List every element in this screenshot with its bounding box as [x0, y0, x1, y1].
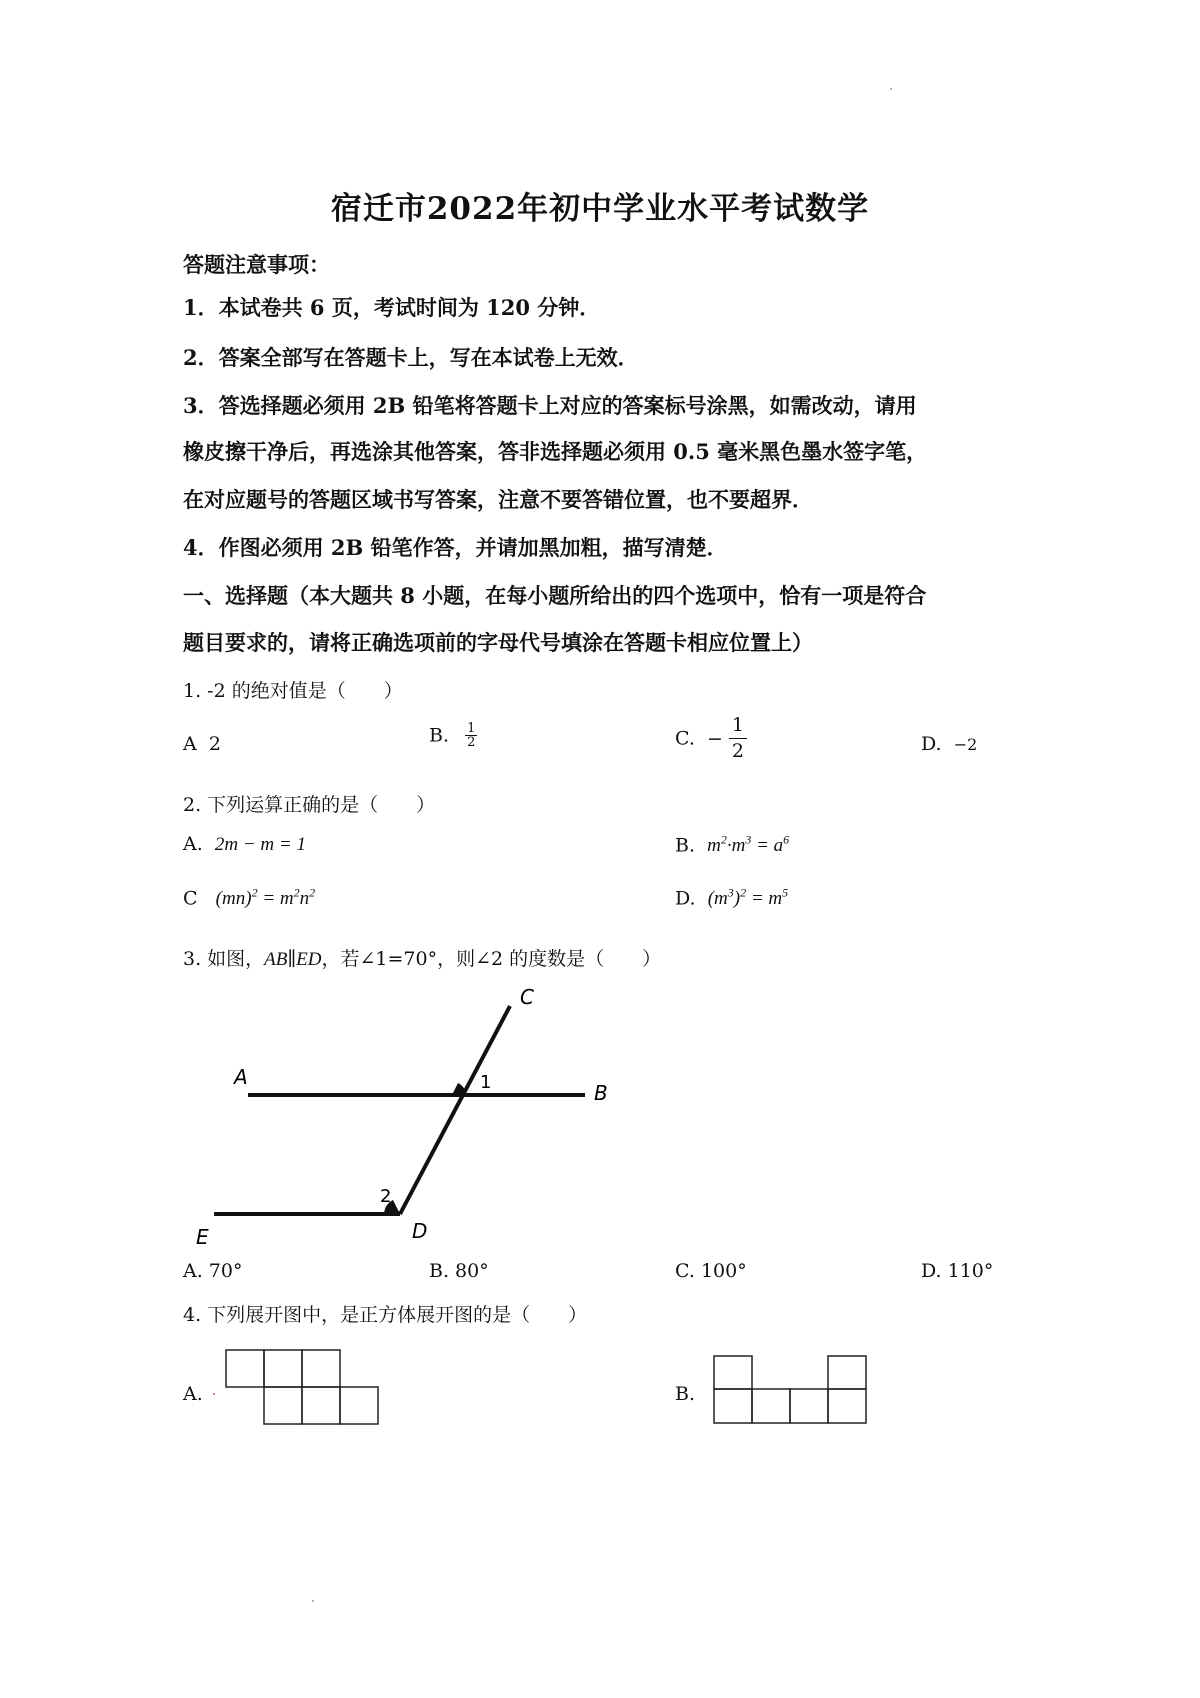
page-title: 宿迁市2022年初中学业水平考试数学	[330, 191, 870, 227]
notice-item-2: 2．答案全部写在答题卡上，写在本试卷上无效．	[183, 345, 639, 370]
notice-heading: 答题注意事项：	[183, 252, 330, 277]
cube-net-a	[224, 1348, 384, 1428]
angle-1-mark	[452, 1083, 466, 1095]
speck	[213, 1393, 215, 1395]
point-d-label: D	[412, 1219, 428, 1243]
notice-item-3-cont: 橡皮擦干净后，再选涂其他答案，答非选择题必须用 0.5 毫米黑色墨水签字笔，	[183, 439, 928, 464]
point-a-label: A	[234, 1065, 248, 1089]
notice-item-3-cont2: 在对应题号的答题区域书写答案，注意不要答错位置，也不要超界．	[183, 487, 813, 512]
q2-option-a: A. 2m − m = 1	[183, 833, 306, 855]
question-2-stem: 2. 下列运算正确的是（ ）	[183, 794, 436, 816]
notice-item-3: 3．答选择题必须用 2B 铅笔将答题卡上对应的答案标号涂黑，如需改动，请用	[183, 393, 917, 418]
q1-option-b: B. $\frac{1}{2}$	[429, 721, 476, 750]
parallel-lines-figure	[180, 980, 640, 1250]
q3-option-c: C. 100°	[675, 1260, 747, 1282]
section-heading: 一、选择题（本大题共 8 小题，在每小题所给出的四个选项中，恰有一项是符合	[183, 583, 927, 608]
speck	[890, 88, 892, 90]
q1-option-a: A 2	[183, 733, 221, 755]
question-4-stem: 4. 下列展开图中，是正方体展开图的是（ ）	[183, 1304, 588, 1326]
speck	[312, 1600, 314, 1602]
q4-option-a-label: A.	[183, 1383, 203, 1405]
cube-net-b	[712, 1354, 872, 1430]
notice-item-4: 4．作图必须用 2B 铅笔作答，并请加黑加粗，描写清楚．	[183, 535, 728, 560]
line-dc	[400, 1006, 510, 1214]
q3-option-b: B. 80°	[429, 1260, 489, 1282]
notice-item-1: 1．本试卷共 6 页，考试时间为 120 分钟．	[183, 295, 601, 320]
point-c-label: C	[520, 985, 534, 1009]
q2-option-c: C $(mn)^2 = m^2n^2$	[183, 886, 316, 910]
q1-option-c: C. − $\frac{1}{2}$	[675, 716, 747, 761]
q2-option-d: D. $(m^3)^2 = m^5$	[675, 886, 789, 910]
question-3-stem: 3. 如图，AB∥ED，若∠1=70°，则∠2 的度数是（ ）	[183, 948, 662, 970]
q4-option-b-label: B.	[675, 1383, 696, 1405]
q1-option-d: D. −2	[921, 733, 978, 755]
point-e-label: E	[196, 1225, 209, 1249]
section-heading-cont: 题目要求的，请将正确选项前的字母代号填涂在答题卡相应位置上）	[183, 630, 813, 655]
point-b-label: B	[594, 1081, 608, 1105]
question-1-stem: 1. -2 的绝对值是（ ）	[183, 680, 403, 702]
q2-option-b: B. $m^2\cdot m^3 = a^6$	[675, 833, 790, 857]
q3-option-d: D. 110°	[921, 1260, 994, 1282]
angle-2-label: 2	[380, 1186, 392, 1207]
q3-option-a: A. 70°	[183, 1260, 243, 1282]
angle-1-label: 1	[480, 1072, 492, 1093]
